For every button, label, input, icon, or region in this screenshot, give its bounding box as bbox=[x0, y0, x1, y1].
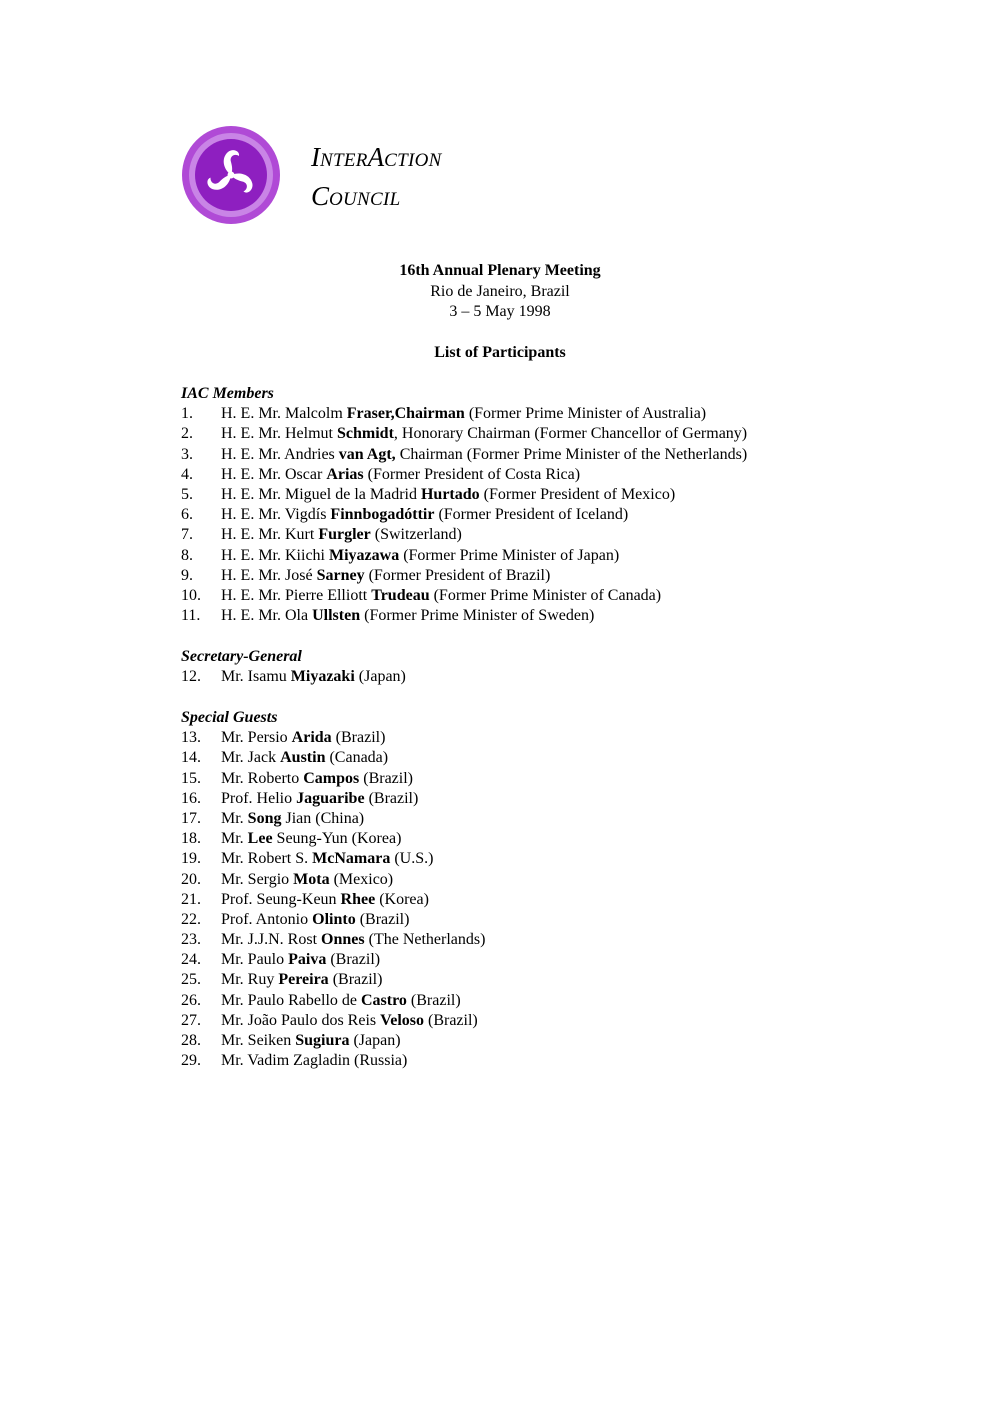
participant-text: (Former President of Mexico) bbox=[479, 485, 676, 503]
participant-surname: Lee bbox=[247, 830, 273, 848]
participant-number: 11. bbox=[181, 607, 201, 625]
participant-text: (Switzerland) bbox=[370, 526, 462, 544]
participant-row bbox=[181, 1011, 478, 1031]
participant-surname: Campos bbox=[303, 769, 360, 787]
participant-entry bbox=[221, 505, 628, 525]
participant-row bbox=[181, 606, 595, 626]
participant-row bbox=[181, 525, 462, 545]
section-iac-members bbox=[181, 384, 748, 626]
participant-text: (Former President of Brazil) bbox=[364, 566, 551, 584]
participant-text: Jian (China) bbox=[281, 809, 365, 827]
participant-text: H. E. Mr. Vigdís bbox=[221, 506, 331, 524]
participant-text: H. E. Mr. Andries bbox=[221, 445, 339, 463]
participant-surname: Trudeau bbox=[371, 586, 430, 604]
participant-entry bbox=[221, 849, 433, 869]
participant-text: (Brazil) bbox=[406, 991, 461, 1009]
participant-number: 9. bbox=[181, 566, 193, 584]
organization-name-part: OUNCIL bbox=[329, 189, 401, 210]
participant-surname: Hurtado bbox=[420, 485, 480, 503]
participant-text: (Brazil) bbox=[326, 951, 381, 969]
participant-row bbox=[181, 809, 365, 829]
participant-number: 5. bbox=[181, 485, 193, 503]
section-secretary-general bbox=[181, 647, 406, 687]
participant-text: Mr. Robert S. bbox=[221, 850, 313, 868]
participant-number: 23. bbox=[181, 931, 201, 949]
participant-surname: Olinto bbox=[312, 910, 356, 928]
participant-row bbox=[181, 849, 434, 869]
section-title: Special Guests bbox=[181, 709, 278, 726]
participant-text: Mr. bbox=[221, 809, 248, 827]
participant-surname: Sarney bbox=[316, 566, 365, 584]
participant-entry bbox=[221, 870, 393, 890]
participant-number: 29. bbox=[181, 1052, 201, 1070]
participant-surname: Ullsten bbox=[312, 607, 361, 625]
participant-row bbox=[181, 1031, 401, 1051]
section-title: Secretary-General bbox=[181, 648, 302, 665]
participant-number: 8. bbox=[181, 546, 193, 564]
participant-text: H. E. Mr. Kiichi bbox=[221, 546, 329, 564]
participant-number: 6. bbox=[181, 506, 193, 524]
section-title: IAC Members bbox=[181, 385, 274, 402]
participant-text: (Former Prime Minister of Japan) bbox=[399, 546, 620, 564]
participant-row bbox=[181, 505, 629, 525]
organization-name-part: A bbox=[367, 142, 385, 172]
participant-text: Mr. Vadim Zagladin (Russia) bbox=[221, 1052, 408, 1070]
participant-text: (Former President of Costa Rica) bbox=[363, 465, 581, 483]
participant-text: H. E. Mr. José bbox=[221, 566, 317, 584]
participant-number: 28. bbox=[181, 1032, 201, 1049]
organization-name-line-1 bbox=[311, 140, 442, 179]
participant-text: H. E. Mr. Pierre Elliott bbox=[221, 586, 372, 604]
participant-entry bbox=[221, 586, 661, 606]
participant-text: (Mexico) bbox=[329, 870, 394, 888]
organization-name-line-2 bbox=[311, 179, 442, 218]
participant-row bbox=[181, 950, 381, 970]
participant-text: Prof. Seung-Keun bbox=[221, 890, 341, 908]
participant-entry bbox=[221, 606, 594, 626]
participant-entry bbox=[221, 445, 747, 465]
participant-text: (Former President of Iceland) bbox=[434, 506, 629, 524]
participant-number: 24. bbox=[181, 951, 201, 969]
participant-number: 18. bbox=[181, 830, 201, 848]
participant-number: 20. bbox=[181, 870, 201, 888]
participant-text: Chairman (Former Prime Minister of the Netherlands) bbox=[395, 445, 748, 463]
participant-text: Mr. Jack bbox=[221, 749, 281, 767]
participant-number: 7. bbox=[181, 526, 193, 544]
participant-number: 22. bbox=[181, 910, 201, 928]
participant-text: Mr. Isamu bbox=[221, 668, 291, 686]
participant-entry bbox=[221, 667, 406, 687]
participant-text: (Brazil) bbox=[355, 910, 410, 928]
participant-entry bbox=[221, 789, 418, 809]
participant-entry bbox=[221, 404, 706, 424]
participant-surname: Furgler bbox=[318, 526, 371, 544]
participant-row bbox=[181, 789, 419, 809]
participant-text: Mr. bbox=[221, 830, 248, 848]
participant-surname: Jaguaribe bbox=[296, 789, 365, 807]
participant-text: H. E. Mr. Ola bbox=[221, 607, 313, 625]
participant-text: H. E. Mr. Malcolm bbox=[221, 405, 347, 423]
participant-number: 2. bbox=[181, 425, 193, 443]
participant-entry bbox=[221, 525, 462, 545]
participant-entry bbox=[221, 566, 550, 586]
participant-number: 12. bbox=[181, 668, 201, 686]
participant-surname: McNamara bbox=[312, 850, 391, 868]
participant-entry bbox=[221, 930, 485, 950]
participant-text: , Honorary Chairman (Former Chancellor of Germany) bbox=[393, 425, 748, 443]
organization-name-part: I bbox=[311, 142, 320, 172]
participant-text: (Brazil) bbox=[364, 789, 419, 807]
participant-number: 17. bbox=[181, 809, 201, 827]
participant-surname: Rhee bbox=[340, 890, 376, 908]
participant-surname: Mota bbox=[293, 870, 330, 888]
participant-text: Mr. Paulo Rabello de bbox=[221, 991, 361, 1009]
participant-entry bbox=[221, 1011, 478, 1031]
organization-name-part: CTION bbox=[384, 150, 442, 171]
participant-row bbox=[181, 728, 386, 748]
organization-name-part: NTER bbox=[320, 150, 368, 171]
participant-entry bbox=[221, 748, 388, 768]
participant-surname: Song bbox=[247, 809, 282, 827]
participant-text: Prof. Antonio bbox=[221, 910, 313, 928]
participant-number: 4. bbox=[181, 465, 193, 483]
participant-text: Prof. Helio bbox=[221, 789, 297, 807]
participant-number: 16. bbox=[181, 789, 201, 807]
participant-surname: Austin bbox=[280, 749, 326, 767]
participant-entry bbox=[221, 465, 580, 485]
participant-text: Mr. Seiken bbox=[221, 1032, 296, 1049]
participant-surname: Arias bbox=[326, 465, 364, 483]
participant-row bbox=[181, 890, 429, 910]
meeting-dates: 3 – 5 May 1998 bbox=[449, 303, 551, 320]
participant-text: H. E. Mr. Helmut bbox=[221, 425, 337, 443]
participant-surname: Arida bbox=[291, 729, 332, 747]
participant-entry bbox=[221, 546, 619, 566]
participant-row bbox=[181, 1051, 408, 1071]
participant-text: Mr. Paulo bbox=[221, 951, 289, 969]
participant-surname: Veloso bbox=[380, 1011, 424, 1029]
participant-entry bbox=[221, 950, 380, 970]
participant-surname: Schmidt bbox=[337, 425, 394, 443]
participant-surname: Paiva bbox=[288, 951, 327, 969]
participant-row bbox=[181, 546, 620, 566]
participant-row bbox=[181, 910, 410, 930]
participant-text: (Former Prime Minister of Australia) bbox=[464, 405, 707, 423]
participant-text: Mr. Persio bbox=[221, 729, 292, 747]
participant-text: (Former Prime Minister of Sweden) bbox=[360, 607, 595, 625]
participant-entry bbox=[221, 829, 401, 849]
participant-number: 27. bbox=[181, 1011, 201, 1029]
participant-entry bbox=[221, 1051, 407, 1071]
participant-text: Mr. Roberto bbox=[221, 769, 304, 787]
participant-surname: Onnes bbox=[321, 931, 365, 949]
participant-surname: Miyazaki bbox=[290, 668, 355, 686]
participant-row bbox=[181, 485, 676, 505]
participant-entry bbox=[221, 890, 429, 910]
participant-text: Mr. Sergio bbox=[221, 870, 294, 888]
participant-row bbox=[181, 404, 707, 424]
participant-row bbox=[181, 586, 662, 606]
participant-entry bbox=[221, 809, 364, 829]
participant-surname: Sugiura bbox=[295, 1032, 350, 1049]
participant-number: 21. bbox=[181, 890, 201, 908]
participant-text: Mr. Ruy bbox=[221, 971, 279, 989]
participant-row bbox=[181, 829, 402, 849]
participant-number: 13. bbox=[181, 729, 201, 747]
participant-text: (Brazil) bbox=[359, 769, 413, 787]
participant-number: 1. bbox=[181, 405, 193, 423]
participant-number: 10. bbox=[181, 586, 201, 604]
participant-row bbox=[181, 870, 394, 890]
participant-number: 25. bbox=[181, 971, 201, 989]
participant-text: (Brazil) bbox=[423, 1011, 478, 1029]
participant-text: (Canada) bbox=[325, 749, 389, 767]
participant-row bbox=[181, 424, 748, 444]
interaction-council-triskelion-icon bbox=[181, 125, 281, 225]
participant-number: 3. bbox=[181, 445, 193, 463]
participant-number: 15. bbox=[181, 769, 201, 787]
participant-text: (Brazil) bbox=[331, 729, 386, 747]
participant-row bbox=[181, 930, 486, 950]
participant-surname: Castro bbox=[360, 991, 407, 1009]
participant-entry bbox=[221, 1031, 401, 1051]
participant-text: (U.S.) bbox=[390, 850, 434, 868]
participant-number: 14. bbox=[181, 749, 201, 767]
organization-name-part: C bbox=[311, 181, 330, 211]
participant-text: (The Netherlands) bbox=[364, 931, 486, 949]
participant-entry bbox=[221, 424, 747, 444]
participant-text: (Japan) bbox=[354, 668, 406, 686]
section-special-guests bbox=[181, 708, 486, 1071]
participant-text: (Brazil) bbox=[328, 971, 383, 989]
participant-entry bbox=[221, 910, 409, 930]
participant-surname: Finnbogadóttir bbox=[330, 506, 435, 524]
participant-surname: Miyazawa bbox=[329, 546, 400, 564]
participant-surname: Fraser,Chairman bbox=[346, 405, 465, 423]
participant-entry bbox=[221, 485, 675, 505]
participant-row bbox=[181, 445, 748, 465]
participant-text: H. E. Mr. Miguel de la Madrid bbox=[221, 485, 421, 503]
participant-text: (Japan) bbox=[349, 1032, 401, 1049]
list-title: List of Participants bbox=[434, 344, 566, 361]
participant-row bbox=[181, 667, 406, 687]
participant-text: (Former Prime Minister of Canada) bbox=[429, 586, 662, 604]
participant-surname: Pereira bbox=[278, 971, 329, 989]
participant-row bbox=[181, 991, 461, 1011]
participant-entry bbox=[221, 970, 382, 990]
meeting-location: Rio de Janeiro, Brazil bbox=[430, 283, 570, 300]
participant-surname: van Agt, bbox=[338, 445, 396, 463]
participant-entry bbox=[221, 991, 461, 1011]
participant-text: Mr. João Paulo dos Reis bbox=[221, 1011, 381, 1029]
participant-row bbox=[181, 748, 389, 768]
participant-text: H. E. Mr. Kurt bbox=[221, 526, 319, 544]
participant-entry bbox=[221, 728, 385, 748]
participant-row bbox=[181, 970, 383, 990]
participant-entry bbox=[221, 769, 413, 789]
participant-row bbox=[181, 566, 551, 586]
participant-row bbox=[181, 769, 413, 789]
participant-text: Seung-Yun (Korea) bbox=[272, 830, 402, 848]
participant-row bbox=[181, 465, 581, 485]
meeting-title: 16th Annual Plenary Meeting bbox=[399, 262, 601, 279]
participant-number: 19. bbox=[181, 850, 201, 868]
logo bbox=[181, 125, 281, 225]
participant-text: (Korea) bbox=[375, 890, 429, 908]
participant-number: 26. bbox=[181, 991, 201, 1009]
participant-text: H. E. Mr. Oscar bbox=[221, 465, 327, 483]
organization-name bbox=[311, 140, 442, 218]
participant-text: Mr. J.J.N. Rost bbox=[221, 931, 322, 949]
